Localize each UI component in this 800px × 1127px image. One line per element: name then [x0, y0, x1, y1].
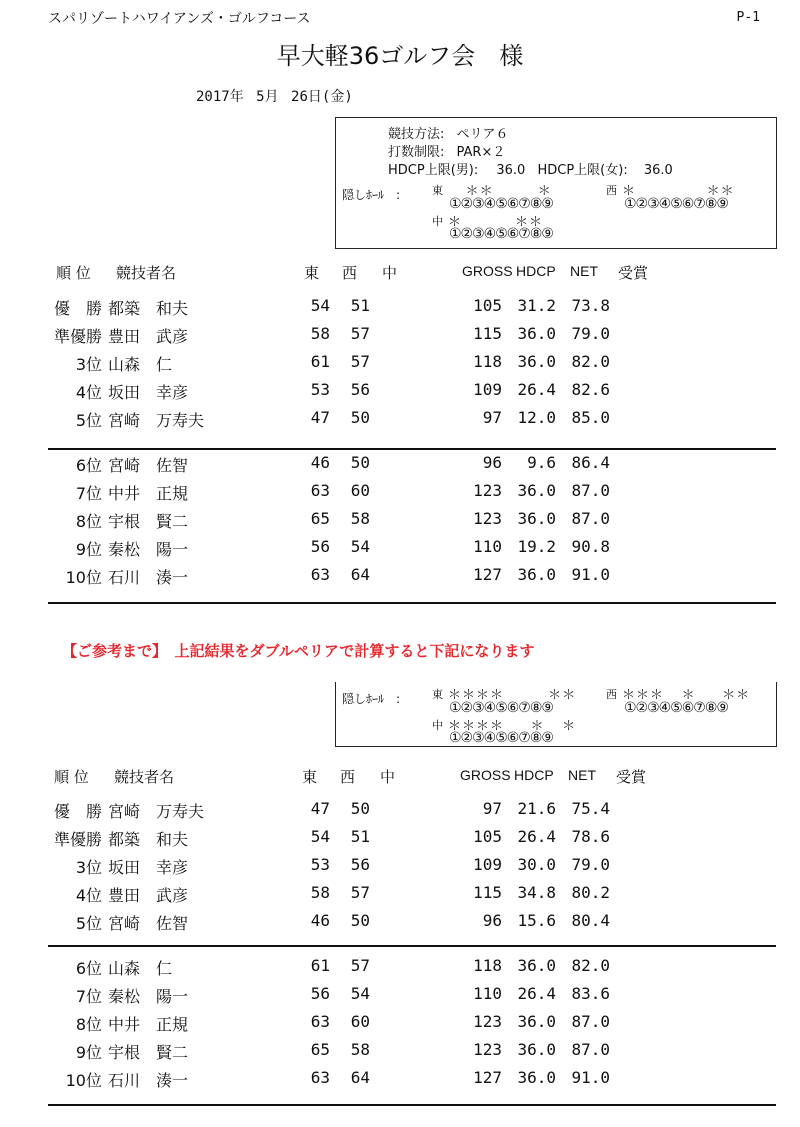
rank-cell: 9位: [75, 540, 102, 559]
page-number: P-1: [736, 10, 760, 25]
player-name-cell: 宇根 賢二: [108, 1043, 189, 1062]
col-east: 東: [304, 264, 320, 282]
hdcp-cell: 36.0: [517, 352, 556, 371]
east-score-cell: 46: [310, 911, 330, 930]
hidden-holes-label: 隠しﾎｰﾙ :: [342, 188, 401, 202]
hidden-holes-label-2: 隠しﾎｰﾙ :: [342, 692, 401, 706]
net-cell: 91.0: [571, 565, 610, 584]
player-name-cell: 秦松 陽一: [108, 987, 189, 1006]
east-label-2: 東: [432, 688, 443, 701]
result-row: [0, 481, 800, 509]
east-score-cell: 47: [310, 408, 330, 427]
west-score-cell: 58: [350, 1040, 370, 1059]
rank-cell: 優 勝: [53, 802, 102, 821]
east-score-cell: 53: [310, 855, 330, 874]
west-score-cell: 54: [350, 537, 370, 556]
middle-label-2: 中: [432, 719, 443, 732]
hdcp-cell: 36.0: [517, 565, 556, 584]
net-cell: 83.6: [571, 984, 610, 1003]
player-name-cell: 中井 正規: [108, 1015, 189, 1034]
rank-cell: 8位: [75, 1015, 102, 1034]
player-name-cell: 宇根 賢二: [108, 512, 189, 531]
west-score-cell: 50: [350, 453, 370, 472]
net-cell: 78.6: [571, 827, 610, 846]
gross-cell: 97: [482, 799, 502, 818]
gross-cell: 96: [482, 911, 502, 930]
hdcp-cell: 30.0: [517, 855, 556, 874]
net-cell: 85.0: [571, 408, 610, 427]
gross-cell: 127: [473, 565, 502, 584]
method-value: ペリア６: [456, 127, 509, 142]
player-name-cell: 宮崎 万寿夫: [108, 802, 205, 821]
date-year: 2017年: [196, 89, 244, 105]
result-row: [0, 799, 800, 827]
col-award: 受賞: [618, 264, 649, 282]
middle-holes-2: ①②③④⑤⑥⑦⑧⑨: [449, 730, 553, 746]
player-name-cell: 豊田 武彦: [108, 886, 189, 905]
page-title: 早大軽36ゴルフ会 様: [276, 42, 524, 70]
west-holes: ①②③④⑤⑥⑦⑧⑨: [624, 196, 728, 212]
gross-cell: 118: [473, 352, 502, 371]
hdcp-cell: 15.6: [517, 911, 556, 930]
gross-cell: 123: [473, 1012, 502, 1031]
result-row: [0, 1040, 800, 1068]
hdcp-cell: 21.6: [517, 799, 556, 818]
east-score-cell: 58: [310, 883, 330, 902]
result-row: [0, 827, 800, 855]
result-row: [0, 296, 800, 324]
gross-cell: 115: [473, 324, 502, 343]
player-name-cell: 石川 湊一: [108, 1071, 189, 1090]
result-row: [0, 1068, 800, 1096]
gross-cell: 123: [473, 509, 502, 528]
result-row: [0, 984, 800, 1012]
net-cell: 80.2: [571, 883, 610, 902]
hdcp-cell: 36.0: [517, 1040, 556, 1059]
date-month: 5月: [256, 89, 279, 105]
rank-cell: 8位: [75, 512, 102, 531]
result-row: [0, 537, 800, 565]
west-label-2: 西: [606, 688, 617, 701]
rank-cell: 4位: [75, 886, 102, 905]
hdcp-female-label: HDCP上限(女):: [537, 163, 628, 178]
net-cell: 87.0: [571, 481, 610, 500]
gross-cell: 118: [473, 956, 502, 975]
player-name-cell: 豊田 武彦: [108, 327, 189, 346]
net-cell: 82.0: [571, 352, 610, 371]
net-cell: 79.0: [571, 855, 610, 874]
rank-cell: 5位: [75, 411, 102, 430]
net-cell: 80.4: [571, 911, 610, 930]
rank-cell: 10位: [65, 1071, 102, 1090]
east-hidden-stars: ＊＊ ＊: [448, 184, 552, 199]
west-score-cell: 57: [350, 324, 370, 343]
east-holes-2: ①②③④⑤⑥⑦⑧⑨: [449, 700, 553, 716]
player-name-cell: 宮崎 佐智: [108, 456, 189, 475]
hdcp-female-value: 36.0: [643, 163, 673, 178]
result-row: [0, 352, 800, 380]
gross-cell: 105: [473, 296, 502, 315]
middle-hidden-stars-2: ＊＊＊＊ ＊ ＊: [448, 719, 577, 734]
hdcp-cell: 36.0: [517, 956, 556, 975]
middle-holes: ①②③④⑤⑥⑦⑧⑨: [449, 226, 553, 242]
hdcp-cell: 26.4: [517, 380, 556, 399]
col-net: NET: [570, 263, 598, 279]
hdcp-cell: 36.0: [517, 1068, 556, 1087]
col-west-2: 西: [340, 768, 356, 786]
gross-cell: 110: [473, 984, 502, 1003]
player-name-cell: 宮崎 万寿夫: [108, 411, 205, 430]
rank-cell: 6位: [75, 456, 102, 475]
player-name-cell: 中井 正規: [108, 484, 189, 503]
west-score-cell: 60: [350, 481, 370, 500]
west-label: 西: [606, 184, 617, 197]
course-name: スパリゾートハワイアンズ・ゴルフコース: [48, 11, 311, 27]
east-score-cell: 58: [310, 324, 330, 343]
net-cell: 87.0: [571, 1012, 610, 1031]
col-west: 西: [342, 264, 358, 282]
col-net-2: NET: [568, 767, 596, 783]
result-row: [0, 565, 800, 593]
rank-cell: 5位: [75, 914, 102, 933]
east-score-cell: 63: [310, 1068, 330, 1087]
hdcp-cell: 12.0: [517, 408, 556, 427]
gross-cell: 96: [482, 453, 502, 472]
rank-cell: 準優勝: [53, 327, 102, 346]
limit-value: PAR×２: [456, 145, 506, 160]
rank-cell: 3位: [75, 355, 102, 374]
west-score-cell: 51: [350, 827, 370, 846]
player-name-cell: 宮崎 佐智: [108, 914, 189, 933]
col-east-2: 東: [302, 768, 318, 786]
east-score-cell: 54: [310, 827, 330, 846]
limit-line: [388, 141, 505, 160]
east-score-cell: 56: [310, 984, 330, 1003]
west-score-cell: 56: [350, 855, 370, 874]
west-score-cell: 58: [350, 509, 370, 528]
net-cell: 82.6: [571, 380, 610, 399]
east-score-cell: 53: [310, 380, 330, 399]
result-row: [0, 408, 800, 436]
col-gross-2: GROSS: [460, 767, 511, 783]
hdcp-cell: 26.4: [517, 984, 556, 1003]
net-cell: 86.4: [571, 453, 610, 472]
east-label: 東: [432, 184, 443, 197]
west-hidden-stars: ＊ ＊＊: [622, 184, 735, 199]
result-row: [0, 380, 800, 408]
hdcp-limit-line: [388, 159, 673, 178]
col-rank: 順 位: [56, 264, 91, 282]
middle-hidden-stars: ＊ ＊＊: [448, 215, 543, 230]
east-hidden-stars-2: ＊＊＊＊ ＊＊: [448, 688, 577, 703]
west-score-cell: 54: [350, 984, 370, 1003]
hdcp-cell: 9.6: [527, 453, 556, 472]
top5-divider-2: [48, 945, 776, 947]
east-score-cell: 61: [310, 956, 330, 975]
player-name-cell: 坂田 幸彦: [108, 858, 189, 877]
col-middle: 中: [382, 264, 398, 282]
player-name-cell: 石川 湊一: [108, 568, 189, 587]
hdcp-cell: 36.0: [517, 1012, 556, 1031]
col-hdcp-2: HDCP: [514, 767, 554, 783]
result-row: [0, 956, 800, 984]
west-hidden-stars-2: ＊＊＊ ＊ ＊＊: [622, 688, 751, 703]
rank-cell: 9位: [75, 1043, 102, 1062]
net-cell: 87.0: [571, 1040, 610, 1059]
col-hdcp: HDCP: [516, 263, 556, 279]
east-score-cell: 47: [310, 799, 330, 818]
result-row: [0, 509, 800, 537]
player-name-cell: 都築 和夫: [108, 830, 189, 849]
col-gross: GROSS: [462, 263, 513, 279]
gross-cell: 123: [473, 1040, 502, 1059]
gross-cell: 127: [473, 1068, 502, 1087]
hdcp-male-value: 36.0: [496, 163, 526, 178]
east-score-cell: 65: [310, 509, 330, 528]
east-holes: ①②③④⑤⑥⑦⑧⑨: [449, 196, 553, 212]
net-cell: 87.0: [571, 509, 610, 528]
event-date: [196, 86, 357, 106]
gross-cell: 115: [473, 883, 502, 902]
net-cell: 90.8: [571, 537, 610, 556]
date-day: 26日(金): [291, 89, 353, 105]
gross-cell: 109: [473, 380, 502, 399]
west-score-cell: 51: [350, 296, 370, 315]
hdcp-cell: 34.8: [517, 883, 556, 902]
east-score-cell: 46: [310, 453, 330, 472]
west-score-cell: 57: [350, 956, 370, 975]
player-name-cell: 坂田 幸彦: [108, 383, 189, 402]
net-cell: 75.4: [571, 799, 610, 818]
east-score-cell: 56: [310, 537, 330, 556]
result-row: [0, 453, 800, 481]
net-cell: 73.8: [571, 296, 610, 315]
col-name: 競技者名: [116, 264, 177, 282]
col-rank-2: 順 位: [54, 768, 89, 786]
gross-cell: 123: [473, 481, 502, 500]
double-peoria-note: 【ご参考まで】 上記結果をダブルペリアで計算すると下記になります: [62, 642, 535, 660]
col-name-2: 競技者名: [114, 768, 175, 786]
rank-cell: 準優勝: [53, 830, 102, 849]
rank-cell: 10位: [65, 568, 102, 587]
result-row: [0, 883, 800, 911]
gross-cell: 110: [473, 537, 502, 556]
player-name-cell: 秦松 陽一: [108, 540, 189, 559]
east-score-cell: 63: [310, 565, 330, 584]
hdcp-cell: 26.4: [517, 827, 556, 846]
rank-cell: 4位: [75, 383, 102, 402]
player-name-cell: 山森 仁: [108, 959, 173, 978]
west-score-cell: 64: [350, 1068, 370, 1087]
col-middle-2: 中: [380, 768, 396, 786]
hdcp-cell: 31.2: [517, 296, 556, 315]
method-label: 競技方法:: [388, 127, 445, 142]
net-cell: 79.0: [571, 324, 610, 343]
gross-cell: 105: [473, 827, 502, 846]
rank-cell: 7位: [75, 987, 102, 1006]
rank-cell: 7位: [75, 484, 102, 503]
hdcp-cell: 36.0: [517, 481, 556, 500]
method-line: [388, 123, 509, 142]
hdcp-cell: 36.0: [517, 509, 556, 528]
west-score-cell: 50: [350, 408, 370, 427]
table2-bottom-line: [48, 1104, 776, 1106]
west-score-cell: 57: [350, 883, 370, 902]
west-score-cell: 64: [350, 565, 370, 584]
west-score-cell: 56: [350, 380, 370, 399]
middle-label: 中: [432, 215, 443, 228]
gross-cell: 97: [482, 408, 502, 427]
hdcp-male-label: HDCP上限(男):: [388, 163, 479, 178]
west-holes-2: ①②③④⑤⑥⑦⑧⑨: [624, 700, 728, 716]
east-score-cell: 65: [310, 1040, 330, 1059]
net-cell: 82.0: [571, 956, 610, 975]
east-score-cell: 63: [310, 481, 330, 500]
west-score-cell: 60: [350, 1012, 370, 1031]
rank-cell: 3位: [75, 858, 102, 877]
west-score-cell: 50: [350, 911, 370, 930]
west-score-cell: 50: [350, 799, 370, 818]
hdcp-cell: 19.2: [517, 537, 556, 556]
rank-cell: 6位: [75, 959, 102, 978]
result-row: [0, 911, 800, 939]
result-row: [0, 1012, 800, 1040]
hdcp-cell: 36.0: [517, 324, 556, 343]
east-score-cell: 54: [310, 296, 330, 315]
east-score-cell: 63: [310, 1012, 330, 1031]
col-award-2: 受賞: [616, 768, 647, 786]
rank-cell: 優 勝: [53, 299, 102, 318]
net-cell: 91.0: [571, 1068, 610, 1087]
result-row: [0, 855, 800, 883]
table1-bottom-line: [48, 602, 776, 604]
limit-label: 打数制限:: [388, 145, 445, 160]
player-name-cell: 都築 和夫: [108, 299, 189, 318]
top5-divider: [48, 448, 776, 450]
east-score-cell: 61: [310, 352, 330, 371]
result-row: [0, 324, 800, 352]
gross-cell: 109: [473, 855, 502, 874]
west-score-cell: 57: [350, 352, 370, 371]
player-name-cell: 山森 仁: [108, 355, 173, 374]
